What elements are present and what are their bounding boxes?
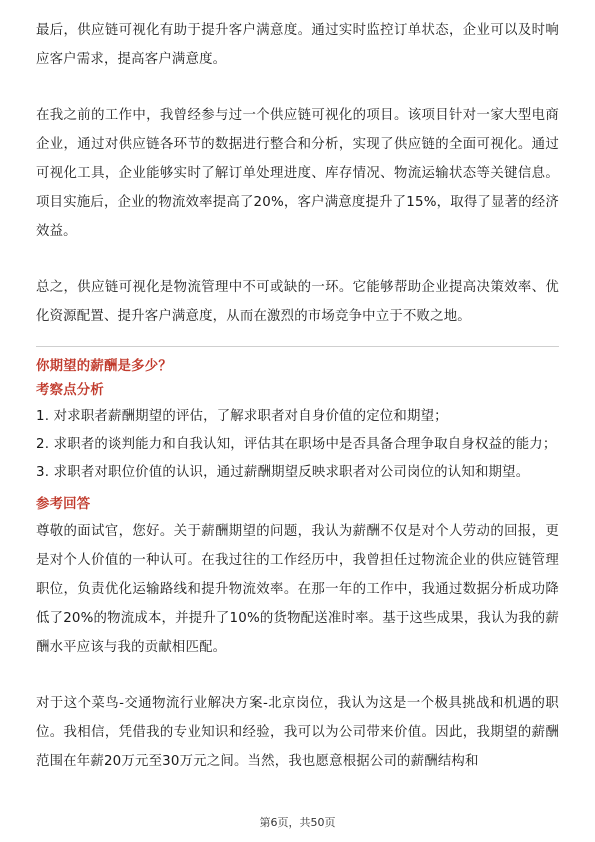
- answer-block: [36, 493, 559, 776]
- answer-paragraph: 尊敬的面试官，您好。关于薪酬期望的问题，我认为薪酬不仅是对个人劳动的回报，更是对个人价值的一种认可。在我过往的工作经历中，我曾担任过物流企业的供应链管理职位，负责优化运输路线和提升物流效率。在那一年的工作中，我通过数据分析成功降低了20%的物流成本，并提升了10%的货物配送准时率。基于这些成果，我认为我的薪酬水平应该与我的贡献相匹配。: [36, 524, 559, 655]
- answer-label: 参考回答: [36, 497, 91, 512]
- analysis-list: [36, 403, 559, 487]
- body-paragraph: 在我之前的工作中，我曾经参与过一个供应链可视化的项目。该项目针对一家大型电商企业，通过对供应链各环节的数据进行整合和分析，实现了供应链的全面可视化。通过可视化工具，企业能够实时了解订单处理进度、库存情况、物流运输状态等关键信息。项目实施后，企业的物流效率提高了20%，客户满意度提升了15%，取得了显著的经济效益。: [36, 108, 559, 239]
- body-paragraph: 总之，供应链可视化是物流管理中不可或缺的一环。它能够帮助企业提高决策效率、优化资源配置、提升客户满意度，从而在激烈的市场竞争中立于不败之地。: [36, 280, 559, 324]
- answer-paragraph: 对于这个菜鸟-交通物流行业解决方案-北京岗位，我认为这是一个极具挑战和机遇的职位。我相信，凭借我的专业知识和经验，我可以为公司带来价值。因此，我期望的薪酬范围在年薪20万元至30万元之间。当然，我也愿意根据公司的薪酬结构和: [36, 696, 559, 769]
- list-item: 3. 求职者对职位价值的认识，通过薪酬期望反映求职者对公司岗位的认知和期望。: [36, 465, 530, 480]
- section-divider: [36, 346, 559, 347]
- document-page: [36, 16, 559, 776]
- page-footer: 第6页，共50页: [259, 816, 336, 829]
- list-item: 2. 求职者的谈判能力和自我认知，评估其在职场中是否具备合理争取自身权益的能力；: [36, 437, 557, 452]
- body-paragraph: 最后，供应链可视化有助于提升客户满意度。通过实时监控订单状态，企业可以及时响应客户需求，提高客户满意度。: [36, 23, 559, 67]
- list-item: 1. 对求职者薪酬期望的评估，了解求职者对自身价值的定位和期望；: [36, 409, 448, 424]
- analysis-label: 考察点分析: [36, 383, 104, 398]
- question-heading: 你期望的薪酬是多少？: [36, 359, 172, 374]
